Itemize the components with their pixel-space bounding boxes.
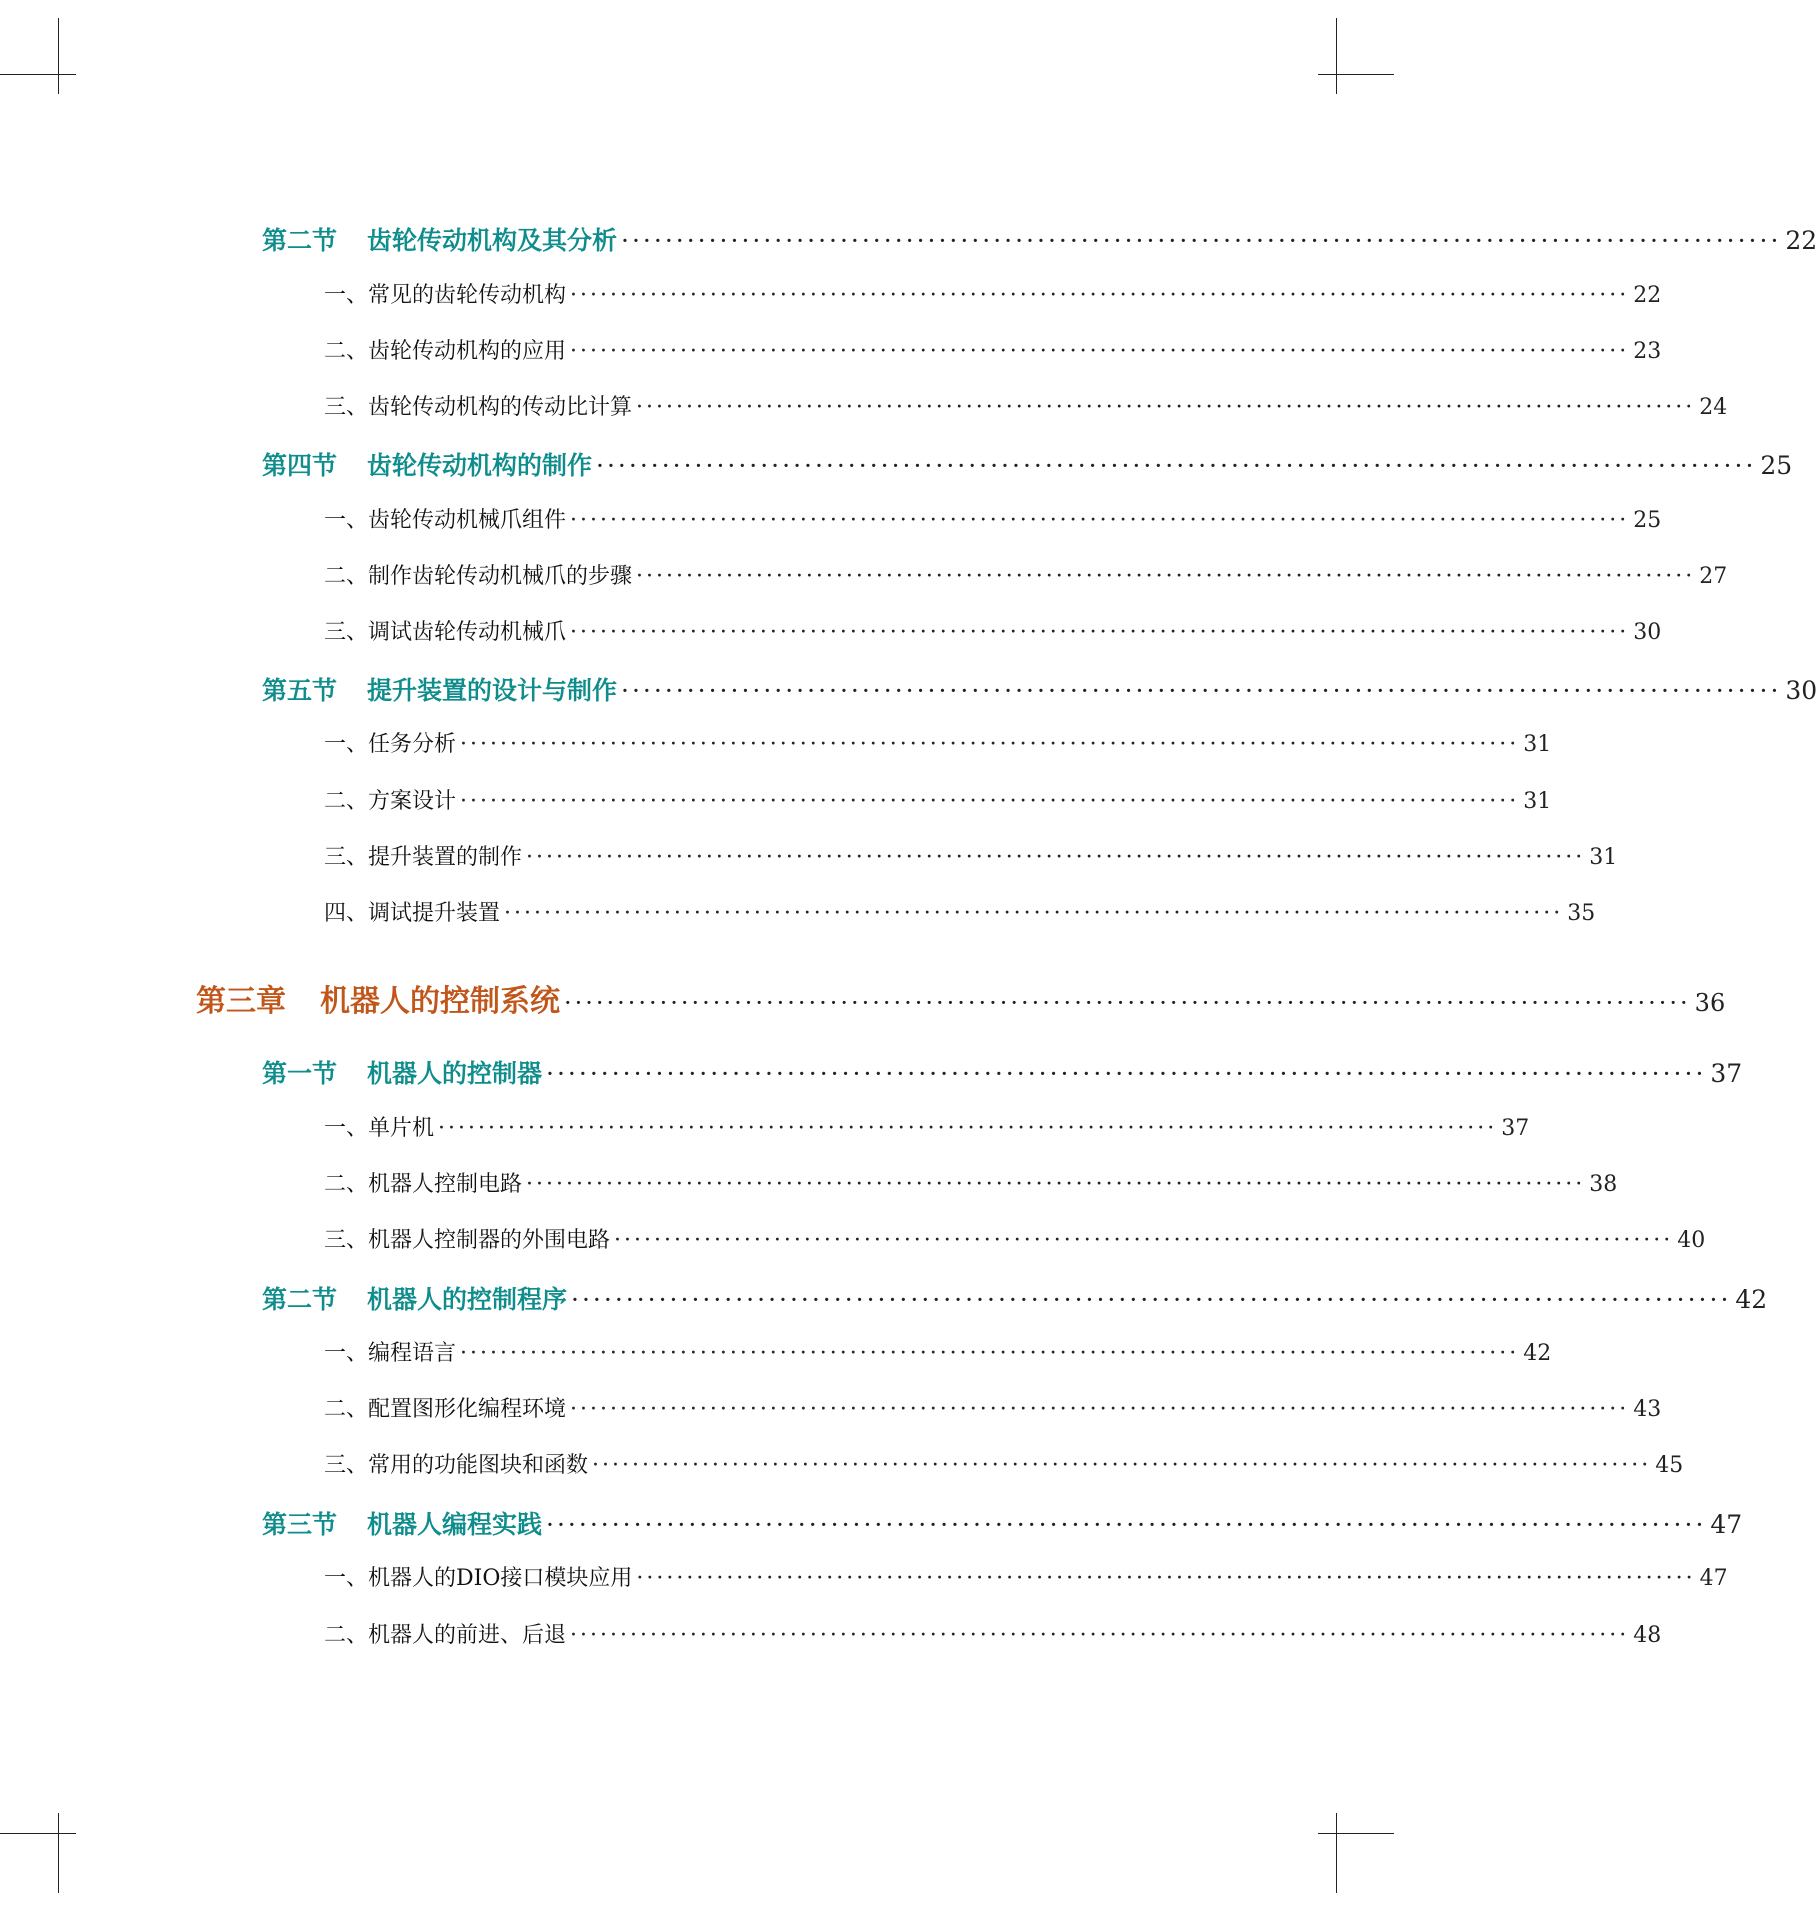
toc-section[interactable] [262,1280,1768,1316]
toc-item[interactable] [324,1111,1530,1142]
toc-item[interactable] [324,1448,1684,1479]
item-title: 三、常用的功能图块和函数 [324,1453,589,1478]
item-title: 一、任务分析 [324,732,457,757]
dot-leader: ·········································································································· [460,732,1520,757]
dot-leader: ·········································································································· [526,845,1586,870]
page-number: 35 [1567,901,1596,926]
toc-item[interactable] [324,727,1552,758]
section-title: 机器人的控制器 [367,1059,543,1088]
dot-leader: ·········································································································· [596,451,1757,480]
dot-leader: ·········································································································· [570,1397,1630,1422]
page-number: 47 [1699,1566,1728,1591]
dot-leader: ·········································································································· [460,789,1520,814]
item-title: 二、方案设计 [324,789,457,814]
page-number: 23 [1633,339,1662,364]
toc-section[interactable] [262,671,1817,707]
item-title: 一、机器人的DIO接口模块应用 [324,1566,633,1591]
page-number: 48 [1633,1623,1662,1648]
item-title: 二、制作齿轮传动机械爪的步骤 [324,564,633,589]
page-number: 37 [1501,1116,1530,1141]
item-title: 一、齿轮传动机械爪组件 [324,508,567,533]
toc-item[interactable] [324,334,1662,365]
page-number: 36 [1694,989,1726,1017]
dot-leader: ·········································································································· [592,1453,1652,1478]
page-number: 30 [1785,676,1817,705]
dot-leader: ·········································································································· [504,901,1564,926]
section-number: 第四节 [262,451,338,480]
section-number: 第五节 [262,676,338,705]
toc-item[interactable] [324,896,1596,927]
item-title: 三、调试齿轮传动机械爪 [324,620,567,645]
toc-item[interactable] [324,840,1618,871]
item-title: 二、齿轮传动机构的应用 [324,339,567,364]
page-number: 30 [1633,620,1662,645]
item-title: 二、机器人的前进、后退 [324,1623,567,1648]
page-number: 45 [1655,1453,1684,1478]
section-number: 第一节 [262,1059,338,1088]
page-number: 24 [1699,395,1728,420]
page-number: 27 [1699,564,1728,589]
toc-chapter[interactable] [196,976,1726,1020]
chapter-number: 第三章 [196,984,286,1019]
dot-leader: ·········································································································· [636,395,1696,420]
toc-item[interactable] [324,1561,1728,1592]
dot-leader: ·········································································································· [636,564,1696,589]
section-title: 齿轮传动机构的制作 [367,451,593,480]
section-number: 第二节 [262,226,338,255]
dot-leader: ·········································································································· [546,1059,1707,1088]
section-title: 机器人编程实践 [367,1510,543,1539]
dot-leader: ·········································································································· [614,1228,1674,1253]
dot-leader: ·········································································································· [570,283,1630,308]
item-title: 一、常见的齿轮传动机构 [324,283,567,308]
page-number: 42 [1523,1341,1552,1366]
item-title: 四、调试提升装置 [324,901,501,926]
toc-item[interactable] [324,1167,1618,1198]
toc-item[interactable] [324,1336,1552,1367]
item-title: 三、机器人控制器的外围电路 [324,1228,611,1253]
section-title: 齿轮传动机构及其分析 [367,226,618,255]
section-number: 第三节 [262,1510,338,1539]
dot-leader: ·········································································································· [438,1116,1498,1141]
toc-item[interactable] [324,1223,1706,1254]
toc-item[interactable] [324,390,1728,421]
dot-leader: ·········································································································· [570,1623,1630,1648]
dot-leader: ·········································································································· [570,339,1630,364]
page-number: 31 [1523,732,1552,757]
page-number: 42 [1735,1285,1768,1314]
item-title: 二、配置图形化编程环境 [324,1397,567,1422]
page-number: 25 [1760,451,1793,480]
page-number: 47 [1710,1510,1743,1539]
page-number: 43 [1633,1397,1662,1422]
toc-section[interactable] [262,1054,1743,1090]
item-title: 三、齿轮传动机构的传动比计算 [324,395,633,420]
item-title: 一、编程语言 [324,1341,457,1366]
item-title: 一、单片机 [324,1116,435,1141]
page-number: 22 [1785,226,1817,255]
toc-section[interactable] [262,446,1793,482]
dot-leader: ·········································································································· [571,1285,1732,1314]
page-number: 22 [1633,283,1662,308]
toc-section[interactable] [262,221,1817,257]
toc-item[interactable] [324,503,1662,534]
dot-leader: ·········································································································· [636,1566,1696,1591]
toc-item[interactable] [324,784,1552,815]
dot-leader: ·········································································································· [546,1510,1707,1539]
toc-item[interactable] [324,615,1662,646]
item-title: 二、机器人控制电路 [324,1172,523,1197]
page-number: 38 [1589,1172,1618,1197]
section-title: 提升装置的设计与制作 [367,676,618,705]
toc-item[interactable] [324,1392,1662,1423]
toc-item[interactable] [324,278,1662,309]
chapter-title: 机器人的控制系统 [320,984,560,1019]
section-title: 机器人的控制程序 [367,1285,568,1314]
dot-leader: ·········································································································· [621,676,1782,705]
item-title: 三、提升装置的制作 [324,845,523,870]
page-number: 25 [1633,508,1662,533]
dot-leader: ·········································································································· [526,1172,1586,1197]
dot-leader: ·········································································································· [564,989,1691,1017]
toc-item[interactable] [324,559,1728,590]
dot-leader: ·········································································································· [570,620,1630,645]
page-number: 31 [1589,845,1618,870]
toc-item[interactable] [324,1618,1662,1649]
dot-leader: ·········································································································· [570,508,1630,533]
toc-section[interactable] [262,1505,1743,1541]
dot-leader: ·········································································································· [460,1341,1520,1366]
page-number: 31 [1523,789,1552,814]
section-number: 第二节 [262,1285,338,1314]
dot-leader: ·········································································································· [621,226,1782,255]
page-number: 40 [1677,1228,1706,1253]
page-number: 37 [1710,1059,1743,1088]
